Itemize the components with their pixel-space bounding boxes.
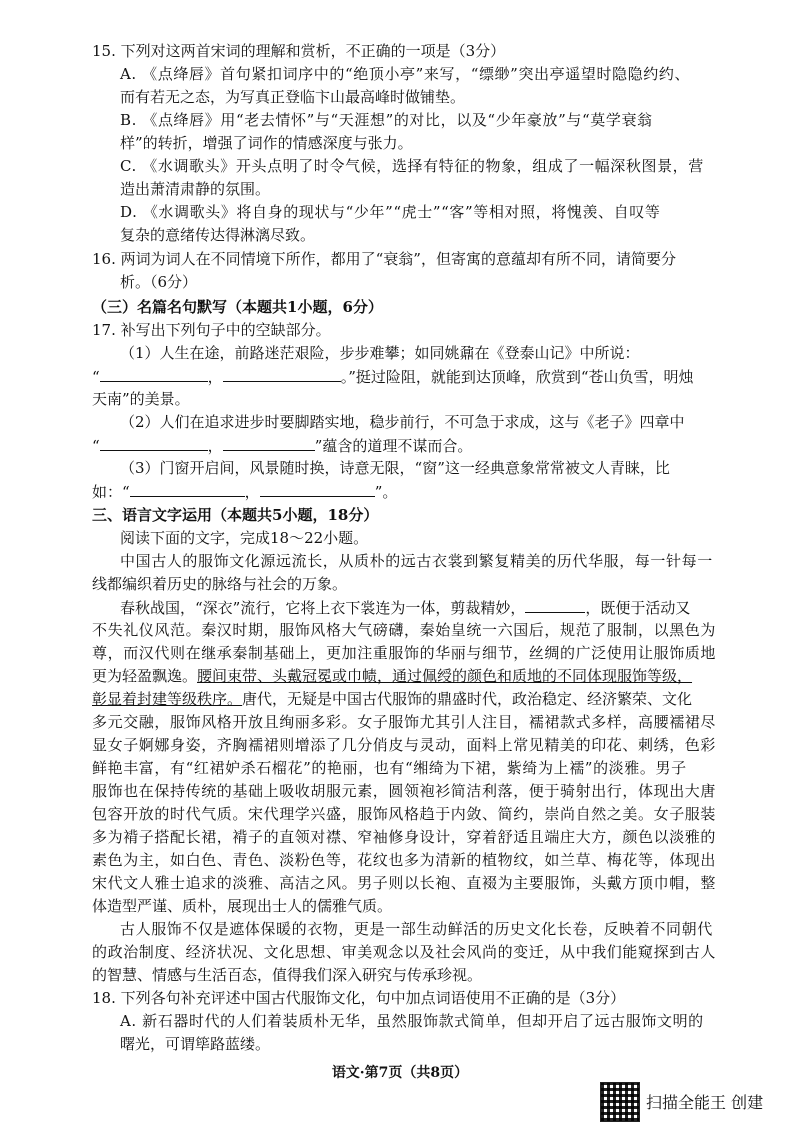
q17-item3-line1: （3）门窗开启间，风景随时换，诗意无限，“窗”这一经典意象常常被文人青睐，比 xyxy=(120,459,670,477)
passage-line: 尊，而汉代则在继承秦制基础上，更加注重服饰的华丽与细节，丝绸的广泛使用让服饰质地 xyxy=(92,644,717,662)
q15-option-b-line2: 样”的转折，增强了词作的情感深度与张力。 xyxy=(120,134,413,152)
passage-line: 的智慧、情感与生活百态，值得我们深入研究与传承珍视。 xyxy=(92,966,483,984)
passage-line: 包容开放的时代气质。宋代理学兴盛，服饰风格趋于内敛、简约，崇尚自然之美。女子服装 xyxy=(92,805,717,823)
q17-item3-line2: 如：“ ， ”。 xyxy=(92,483,398,501)
q15-option-a-line2: 而有若无之态，为写真正登临卞山最高峰时做铺垫。 xyxy=(120,88,466,106)
underlined-sentence: 腰间束带、头戴冠冕或巾帻，通过佩绶的颜色和质地的不同体现服饰等级， xyxy=(197,667,693,685)
section-language-heading: 三、语言文字运用（本题共5小题，18分） xyxy=(92,506,379,524)
passage-line: 素色为主，如白色、青色、淡粉色等，花纹也多为清新的植物纹，如兰草、梅花等，体现出 xyxy=(92,851,717,869)
fill-blank[interactable] xyxy=(100,436,208,451)
q17-item1-line3: 天南”的美景。 xyxy=(92,390,190,408)
q16-line2: 析。（6分） xyxy=(120,273,198,291)
passage-line: 体造型严谨、质朴，展现出士人的儒雅气质。 xyxy=(92,897,393,915)
section-3-heading: （三）名篇名句默写（本题共1小题，6分） xyxy=(92,298,383,316)
passage-line: 显女子婀娜身姿，齐胸襦裙则增添了几分俏皮与灵动，面料上常见精美的印花、刺绣，色彩 xyxy=(92,736,717,754)
q17-item1-line1: （1）人生在途，前路迷茫艰险，步步难攀；如同姚鼐在《登泰山记》中所说： xyxy=(120,344,640,362)
passage-line: 中国古人的服饰文化源远流长，从质朴的远古衣裳到繁复精美的历代华服，每一针每一 xyxy=(120,552,713,570)
q15-option-b-line1: B. 《点绛唇》用“老去情怀”与“天涯想”的对比，以及“少年豪放”与“莫学衰翁 xyxy=(120,111,653,129)
passage-line: 春秋战国，“深衣”流行，它将上衣下裳连为一体，剪裁精妙， ，既便于活动又 xyxy=(120,599,691,617)
passage-line: 鲜艳丰富，有“红裙妒杀石榴花”的艳丽，也有“缃绮为下裙，紫绮为上襦”的淡雅。男子 xyxy=(92,759,687,777)
passage-line: 多元交融，服饰风格开放且绚丽多彩。女子服饰尤其引人注目，襦裙款式多样，高腰襦裙尽 xyxy=(92,713,717,731)
q16-line1: 16. 两词为词人在不同情境下所作，都用了“衰翁”，但寄寓的意蕴却有所不同，请简要分 xyxy=(92,250,676,268)
scanner-watermark xyxy=(600,1082,790,1122)
passage-line: 宋代文人雅士追求的淡雅、高洁之风。男子则以长袍、直裰为主要服饰，头戴方顶巾帽，整 xyxy=(92,874,717,892)
q17-item2-line1: （2）人们在追求进步时要脚踏实地，稳步前行，不可急于求成，这与《老子》四章中 xyxy=(120,413,685,431)
passage-line: 古人服饰不仅是遮体保暖的衣物，更是一部生动鲜活的历史文化长卷，反映着不同朝代 xyxy=(120,920,713,938)
passage-line: 服饰也在保持传统的基础上吸收胡服元素，圆领袍衫简洁利落，便于骑射出行，体现出大唐 xyxy=(92,782,717,800)
passage-line: 更为轻盈飘逸。腰间束带、头戴冠冕或巾帻，通过佩绶的颜色和质地的不同体现服饰等级， xyxy=(92,667,693,685)
q18-option-a-line2: 曙光，可谓筚路蓝缕。 xyxy=(120,1035,271,1053)
fill-blank[interactable] xyxy=(100,367,208,382)
scanner-watermark-text: 扫描全能王 创建 xyxy=(646,1093,764,1112)
passage-line: 彰显着封建等级秩序。唐代，无疑是中国古代服饰的鼎盛时代，政治稳定、经济繁荣、文化 xyxy=(92,690,693,708)
q15-option-a-line1: A. 《点绛唇》首句紧扣词序中的“绝顶小亭”来写，“缥缈”突出亭遥望时隐隐约约、 xyxy=(120,65,691,83)
q18-stem: 18. 下列各句补充评述中国古代服饰文化，句中加点词语使用不正确的是（3分） xyxy=(92,989,626,1007)
fill-blank[interactable] xyxy=(223,436,315,451)
q18-option-a-line1: A. 新石器时代的人们着装质朴无华，虽然服饰款式简单，但却开启了远古服饰文明的 xyxy=(120,1012,704,1030)
fill-blank[interactable] xyxy=(223,367,341,382)
underlined-sentence: 彰显着封建等级秩序。 xyxy=(92,690,243,708)
q15-stem: 15. 下列对这两首宋词的理解和赏析，不正确的一项是（3分） xyxy=(92,42,506,60)
q17-stem: 17. 补写出下列句子中的空缺部分。 xyxy=(92,321,331,339)
fill-blank[interactable] xyxy=(525,598,585,613)
qr-code-icon xyxy=(600,1082,640,1122)
passage-line: 线都编织着历史的脉络与社会的万象。 xyxy=(92,575,348,593)
q15-option-d-line1: D. 《水调歌头》将自身的现状与“少年”“虎士”“客”等相对照，将愧羡、自叹等 xyxy=(120,203,661,221)
page-footer: 语文·第7页（共8页） xyxy=(331,1065,469,1081)
fill-blank[interactable] xyxy=(260,482,375,497)
q15-option-c-line1: C. 《水调歌头》开头点明了时令气候，选择有特征的物象，组成了一幅深秋图景，营 xyxy=(120,157,704,175)
fill-blank[interactable] xyxy=(130,482,245,497)
q17-item2-line2: “ ， ”蕴含的道理不谋而合。 xyxy=(92,437,473,455)
passage-line: 的政治制度、经济状况、文化思想、审美观念以及社会风尚的变迁，从中我们能窥探到古人 xyxy=(92,943,717,961)
passage-line: 多为褙子搭配长裙，褙子的直领对襟、窄袖修身设计，穿着舒适且端庄大方，颜色以淡雅的 xyxy=(92,828,717,846)
passage-line: 不失礼仪风范。秦汉时期，服饰风格大气磅礴，秦始皇统一六国后，规范了服制，以黑色为 xyxy=(92,621,717,639)
reading-instruction: 阅读下面的文字，完成18～22小题。 xyxy=(120,529,369,547)
q15-option-c-line2: 造出萧清肃静的氛围。 xyxy=(120,180,271,198)
q15-option-d-line2: 复杂的意绪传达得淋漓尽致。 xyxy=(120,226,316,244)
q17-item1-line2: “ ， 。”挺过险阻，就能到达顶峰，欣赏到“苍山负雪，明烛 xyxy=(92,368,694,386)
